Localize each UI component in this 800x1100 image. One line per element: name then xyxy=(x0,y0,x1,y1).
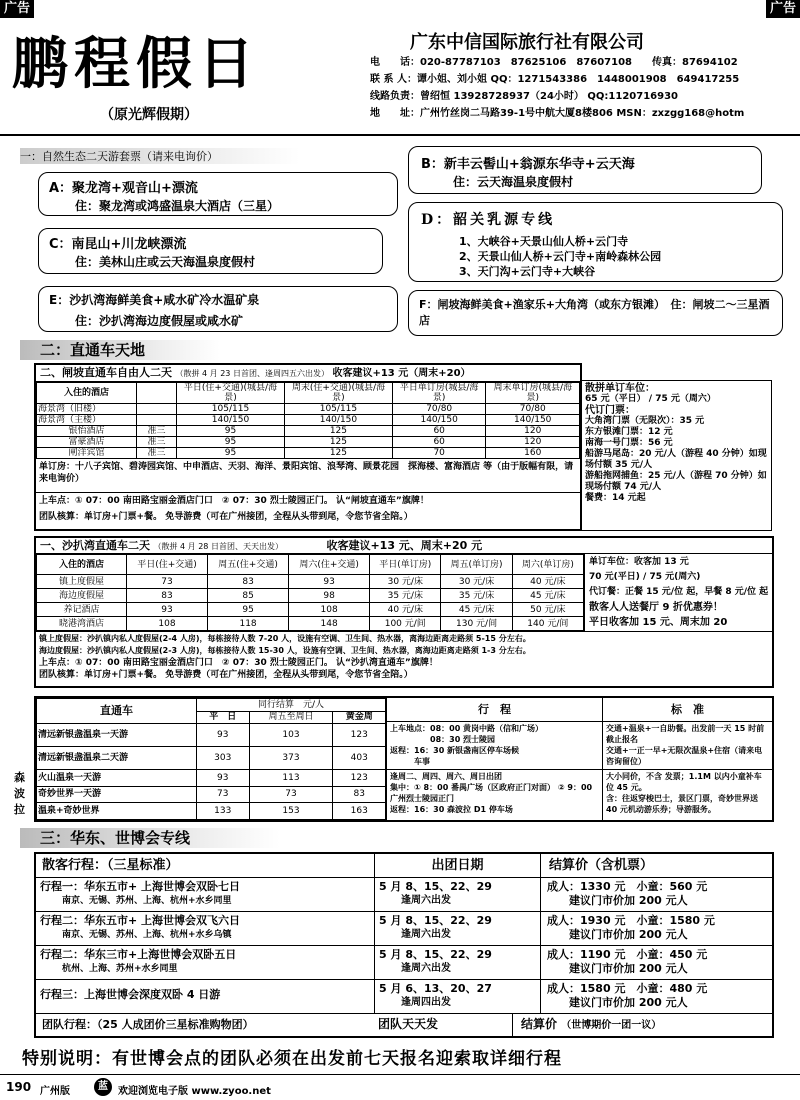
table-cell: 140/150 xyxy=(284,415,392,426)
text-block xyxy=(37,383,580,404)
text-block: 5 月 8、15、22、29 xyxy=(379,914,492,927)
text-block: 东方银滩门票：12 元 xyxy=(585,427,673,437)
table-cell: 93 xyxy=(289,575,370,589)
team-itinerary: 团队行程：（25 人成团价三星标准购物团） xyxy=(42,1018,254,1031)
text-block xyxy=(374,878,540,911)
table-cell xyxy=(137,415,177,426)
text-block xyxy=(36,554,772,631)
table-row xyxy=(37,415,580,426)
table-cell: 123 xyxy=(333,724,386,747)
table-cell: 银怡酒店 xyxy=(37,426,137,437)
table-row xyxy=(36,980,772,1014)
text-block: 单订车位：收客加 13 元 xyxy=(589,557,689,567)
text-block: 成人：1190 元 小童：450 元 xyxy=(547,948,708,961)
table-cell: 73 xyxy=(197,786,250,803)
table-cell: 108 xyxy=(127,617,208,631)
table-row xyxy=(37,437,580,448)
text-block xyxy=(603,722,772,770)
text-block: 返程：16：30 新银盏南区停车场候 xyxy=(390,746,520,755)
table-cell: 70/80 xyxy=(392,404,486,415)
package-b xyxy=(408,146,762,194)
table-row xyxy=(37,786,386,803)
page-number: 190 xyxy=(6,1080,32,1094)
text-block: 交通+温泉+一自助餐。出发前一天 15 时前截止报名 xyxy=(606,724,765,744)
table-row xyxy=(36,912,772,946)
text-block xyxy=(36,365,580,382)
package-a xyxy=(38,172,398,216)
package-e-route: E：沙扒湾海鲜美食+咸水矿冷水温矿泉 xyxy=(49,293,260,307)
text-block: 逢周二、周四、周六、周日出团 xyxy=(390,772,502,781)
col-header: 周末单订房(城县/海景) xyxy=(486,383,580,404)
table-cell: 60 xyxy=(392,437,486,448)
col-header: 出团日期 xyxy=(374,854,540,877)
team-price-label: 结算价 xyxy=(521,1017,558,1031)
package-c xyxy=(38,228,383,274)
text-block: 65 元（平日） / 75 元（周六） xyxy=(585,394,716,404)
text-block: 08：30 烈士陵园 xyxy=(390,735,496,744)
table-cell: 133 xyxy=(197,803,250,820)
text-block xyxy=(36,878,374,911)
package-f-text: F：闸坡海鲜美食+渔家乐+大角湾（或东方银滩） 住：闸坡二～三星酒店 xyxy=(419,298,770,327)
package-b-route: B：新丰云髻山+翁源东华寺+云天海 xyxy=(421,157,635,172)
table-cell: 平日(单订房) xyxy=(370,555,441,575)
text-block xyxy=(36,854,772,878)
text-block: 平日收客加 15 元、周末加 20 xyxy=(589,617,728,628)
text-block: 行程三：上海世博会深度双卧 4 日游 xyxy=(40,988,221,1001)
package-d-route: 2、天景山仙人桥+云门寺+南岭森林公园 xyxy=(459,250,662,263)
table-cell: 108 xyxy=(289,603,370,617)
zhapo-price-grid xyxy=(36,382,580,459)
text-block: 杭州、上海、苏州+水乡同里 xyxy=(62,964,178,974)
col-header: 结算价（含机票） xyxy=(540,854,772,877)
table-cell: 83 xyxy=(333,786,386,803)
table-row xyxy=(37,603,584,617)
table-cell: 养记酒店 xyxy=(37,603,127,617)
table-cell: 奇妙世界一天游 xyxy=(37,786,197,803)
table-cell: 清远新银盏温泉一天游 xyxy=(37,724,197,747)
table-row xyxy=(37,617,584,631)
text-block: 大小同价，不含 发票；1.1M 以内小童补车位 45 元。 xyxy=(606,772,762,792)
text-block: 含：往返穿梭巴士，景区门票，奇妙世界送 40 元机动游乐券；导游服务。 xyxy=(606,794,758,814)
text-block xyxy=(540,912,772,945)
contact-line: 地 址：广州竹丝岗二马路39-1号中航大厦8楼806 MSN：zxzgg168@hotm xyxy=(370,108,745,119)
zhapo-team: 团队核算：单订房+门票+餐。 免导游费（可在广州接团，全程从头带到尾，令您节省全陪。） xyxy=(39,512,413,522)
text-block xyxy=(387,770,602,816)
zhapo-hotels: 单订房：十八子宾馆、碧涛园宾馆、中申酒店、天羽、海洋、景阳宾馆、浪琴湾、顾景花园 探海楼、富海酒店 等（由于版幅有限，请来电询价） xyxy=(36,459,580,493)
table-cell: 35 元/床 xyxy=(441,589,512,603)
text-block xyxy=(374,980,540,1013)
table-cell: 平日(住+交通) xyxy=(127,555,208,575)
col-header: 入住的酒店 xyxy=(37,383,137,404)
table-cell: 周六(单订房) xyxy=(512,555,583,575)
table-cell: 73 xyxy=(249,786,333,803)
table-cell: 镇上度假屋 xyxy=(37,575,127,589)
table-cell: 105/115 xyxy=(284,404,392,415)
table-row xyxy=(37,724,386,747)
table-cell: 123 xyxy=(333,769,386,786)
table-cell: 120 xyxy=(486,437,580,448)
hotspring-table xyxy=(34,696,774,822)
table-cell: 准三 xyxy=(137,426,177,437)
sec1-title: 一：自然生态二天游套票（请来电询价） xyxy=(20,148,300,164)
table-cell: 140/150 xyxy=(486,415,580,426)
former-name: （原光辉假期） xyxy=(100,107,198,123)
table-row xyxy=(37,404,580,415)
text-block: 南京、无锡、苏州、上海、杭州+水乡同里 xyxy=(62,896,232,906)
table-cell: 黄金周 xyxy=(333,711,386,724)
text-block: 70 元(平日) / 75 元(周六) xyxy=(589,572,701,582)
contact-line: 电 话：020-87787103 87625106 87607108 传真：87694102 xyxy=(370,57,738,68)
text-block: 5 月 8、15、22、29 xyxy=(379,948,492,961)
text-block: 5 月 6、13、20、27 xyxy=(379,982,492,995)
table-cell: 93 xyxy=(127,603,208,617)
contact-block xyxy=(370,54,800,122)
table-cell: 闸洋宾馆 xyxy=(37,448,137,459)
edition-badge: 蓝 xyxy=(94,1078,112,1096)
table-cell: 125 xyxy=(284,448,392,459)
table-cell: 148 xyxy=(289,617,370,631)
table-cell: 95 xyxy=(177,448,285,459)
package-d-route: 1、大峡谷+天景山仙人桥+云门寺 xyxy=(459,235,629,248)
table-cell: 周五(住+交通) xyxy=(208,555,289,575)
hotspring-price-grid xyxy=(36,698,386,820)
footer-divider xyxy=(0,1074,800,1075)
sec3-title: 三：华东、世博会专线 xyxy=(20,828,280,848)
text-block xyxy=(603,770,772,816)
table-cell: 105/115 xyxy=(177,404,285,415)
table-cell: 入住的酒店 xyxy=(37,555,127,575)
package-a-route: A：聚龙湾+观音山+漂流 xyxy=(49,181,198,196)
table-cell: 平 日 xyxy=(197,711,250,724)
table-cell: 30 元/床 xyxy=(441,575,512,589)
table-row xyxy=(37,746,386,769)
table-cell: 周五(单订房) xyxy=(441,555,512,575)
text-block xyxy=(36,1014,772,1036)
table-cell: 60 xyxy=(392,426,486,437)
package-f xyxy=(408,290,783,336)
huadong-table xyxy=(34,852,774,1038)
text-block: 车事 xyxy=(390,757,430,766)
hotspring-standard xyxy=(602,698,772,820)
table-cell: 周六(住+交通) xyxy=(289,555,370,575)
text-block: 上车地点：08：00 黄岗中路（信和广场） xyxy=(390,724,544,733)
table-cell: 163 xyxy=(333,803,386,820)
zhapo-side-panel xyxy=(582,380,772,531)
text-block: 行程二：华东五市+ 上海世博会双飞六日 xyxy=(40,914,241,927)
col-header xyxy=(137,383,177,404)
text-block: 逢周六出发 xyxy=(401,895,451,906)
table-cell: 周五至周日 xyxy=(249,711,333,724)
text-block: 5 月 8、15、22、29 xyxy=(379,880,492,893)
text-block: 上车点：① 07：00 南田路宝丽金酒店门口 ② 07：30 烈士陵园正门。 认“沙扒湾直通车”旗牌！ xyxy=(39,658,438,668)
table-cell: 83 xyxy=(208,575,289,589)
edition-label: 广州版 xyxy=(40,1086,70,1097)
shaba-price-grid xyxy=(36,554,584,631)
text-block xyxy=(387,722,602,770)
zhapo-title: 二、闸坡直通车自由人二天 xyxy=(40,366,172,379)
table-cell: 140 元/间 xyxy=(512,617,583,631)
website-text[interactable]: 欢迎浏览电子版 www.zyoo.net xyxy=(118,1086,271,1097)
shaba-side-panel xyxy=(584,554,772,631)
table-cell: 清远新银盏温泉二天游 xyxy=(37,746,197,769)
text-block: 镇上度假屋：沙扒镇内私人度假屋(2-4 人房)，每栋接待人数 7-20 人，设施有空调、卫生间、热水器，离海边距离走路须 5-15 分左右。 xyxy=(39,634,531,643)
table-cell xyxy=(137,404,177,415)
text-block: 建议门市价加 200 元人 xyxy=(569,962,688,975)
table-row xyxy=(37,426,580,437)
text-block: 逢周六出发 xyxy=(401,963,451,974)
text-block: 代订餐：正餐 15 元/位 起，早餐 8 元/位 起 xyxy=(589,587,769,597)
zhapo-note: （散拼 4 月 23 日首团、逢周四五六出发） xyxy=(175,369,329,378)
table-cell: 93 xyxy=(197,724,250,747)
table-cell: 73 xyxy=(127,575,208,589)
text-block: 交通+一正一早+无限次温泉+住宿（请来电咨询留位） xyxy=(606,746,763,766)
text-block: 散拼单订车位： xyxy=(585,383,655,394)
table-row xyxy=(36,946,772,980)
table-cell: 103 xyxy=(249,724,333,747)
table-cell: 准三 xyxy=(137,437,177,448)
table-cell: 130 元/间 xyxy=(441,617,512,631)
shaba-note: （散拼 4 月 28 日首团、天天出发） xyxy=(153,542,283,551)
text-block: 集中：① 8：00 番禺广场（区政府正门对面） ② 9：00 广州烈士陵园正门 xyxy=(390,783,593,803)
contact-line: 线路负责：曾绍恒 13928728937（24小时） QQ:1120716930 xyxy=(370,91,678,102)
team-price-note: （世博期价一团一议） xyxy=(561,1020,662,1031)
package-e-hotel: 住：沙扒湾海边度假屋或咸水矿 xyxy=(75,314,244,328)
text-block: 餐费：14 元起 xyxy=(585,493,646,503)
text-block: 逢周四出发 xyxy=(401,997,451,1008)
table-cell: 70 xyxy=(392,448,486,459)
table-row xyxy=(37,803,386,820)
table-cell: 153 xyxy=(249,803,333,820)
table-cell: 160 xyxy=(486,448,580,459)
special-note: 特别说明：有世博会点的团队必须在出发前七天报名迎索取详细行程 xyxy=(22,1049,562,1069)
text-block: 行程一：华东五市+ 上海世博会双卧七日 xyxy=(40,880,241,893)
package-e xyxy=(38,286,398,332)
table-cell: 93 xyxy=(197,769,250,786)
text-block xyxy=(540,980,772,1013)
shaba-title: 一、沙扒湾直通车二天 xyxy=(40,539,150,552)
package-d xyxy=(408,202,783,282)
table-cell: 45 元/床 xyxy=(441,603,512,617)
col-header: 平日单订房(城县/海景) xyxy=(392,383,486,404)
text-block: 船游马尾岛：20 元/人（游程 40 分钟）如现场付额 35 元/人 xyxy=(585,449,767,470)
text-block: 逢周六出发 xyxy=(401,929,451,940)
table-cell: 海景湾（旧楼） xyxy=(37,404,137,415)
col-header: 周末(住+交通)(城县/海景) xyxy=(284,383,392,404)
text-block xyxy=(374,946,540,979)
text-block xyxy=(540,946,772,979)
package-c-hotel: 住：美林山庄或云天海温泉度假村 xyxy=(75,255,256,269)
table-cell: 温泉+奇妙世界 xyxy=(37,803,197,820)
text-block xyxy=(36,980,374,1013)
text-block: 南京、无锡、苏州、上海、杭州+水乡乌镇 xyxy=(62,930,232,940)
table-cell: 准三 xyxy=(137,448,177,459)
text-block: 代订门票： xyxy=(585,405,635,416)
text-block xyxy=(512,1014,772,1036)
text-block xyxy=(36,912,374,945)
table-cell: 富豪酒店 xyxy=(37,437,137,448)
text-block: 建议门市价加 200 元人 xyxy=(569,894,688,907)
shaba-price-note: 收客建议+13 元、周末+20 元 xyxy=(326,539,483,552)
brand-logo: 鹏程假日 xyxy=(12,31,260,97)
text-block: 返程：16：30 森波拉 D1 停车场 xyxy=(390,805,513,814)
package-b-hotel: 住：云天海温泉度假村 xyxy=(453,175,574,189)
package-c-route: C：南昆山+川龙峡漂流 xyxy=(49,237,187,252)
table-cell: 晓港湾酒店 xyxy=(37,617,127,631)
text-block: 散客人人送餐厅 9 折优惠券！ xyxy=(589,602,723,613)
table-cell: 海景湾（主楼） xyxy=(37,415,137,426)
table-row xyxy=(37,769,386,786)
ad-tag-left: 广告 xyxy=(0,0,34,18)
text-block: 团队核算：单订房+门票+餐。 免导游费（可在广州接团，全程从头带到尾，令您节省全陪。） xyxy=(39,670,413,680)
table-cell: 同行结算 元/人 xyxy=(197,699,386,712)
text-block xyxy=(374,912,540,945)
company-name: 广东中信国际旅行社有限公司 xyxy=(410,32,644,53)
col-header: 散客行程：（三星标准） xyxy=(42,858,179,873)
table-cell: 95 xyxy=(177,426,285,437)
text-block: 游船拖网捕鱼：25 元/人（游程 70 分钟）如现场付额 74 元/人 xyxy=(585,471,767,492)
group-label-senbola: 森波拉 xyxy=(14,771,25,816)
text-block: 南海一号门票：56 元 xyxy=(585,438,673,448)
table-cell: 70/80 xyxy=(486,404,580,415)
team-departure: 团队天天发 xyxy=(378,1017,439,1031)
text-block xyxy=(36,538,772,554)
table-cell: 40 元/床 xyxy=(370,603,441,617)
zhapo-pickup: 上车点：① 07：00 南田路宝丽金酒店门口 ② 07：30 烈士陵园正门。 认“闸坡直通车”旗牌！ xyxy=(39,496,429,506)
text-block: 行程二：华东三市+上海世博会双卧五日 xyxy=(40,948,237,961)
table-cell: 140/150 xyxy=(177,415,285,426)
text-block xyxy=(37,555,584,575)
table-cell: 直通车 xyxy=(37,699,197,724)
table-cell: 118 xyxy=(208,617,289,631)
table-cell: 30 元/床 xyxy=(370,575,441,589)
table-cell: 35 元/床 xyxy=(370,589,441,603)
shaba-notes xyxy=(36,631,772,682)
package-a-hotel: 住：聚龙湾或鸿盛温泉大酒店（三星） xyxy=(75,199,280,213)
zhapo-table xyxy=(34,363,582,531)
table-cell: 303 xyxy=(197,746,250,769)
table-row xyxy=(36,878,772,912)
text-block: 成人：1930 元 小童：1580 元 xyxy=(547,914,715,927)
package-d-route: 3、天门沟+云门寺+大峡谷 xyxy=(459,265,596,278)
table-cell: 95 xyxy=(177,437,285,448)
table-cell: 火山温泉一天游 xyxy=(37,769,197,786)
table-cell: 95 xyxy=(208,603,289,617)
text-block: 建议门市价加 200 元人 xyxy=(569,928,688,941)
table-row xyxy=(37,575,584,589)
table-cell: 113 xyxy=(249,769,333,786)
text-block: 行 程 xyxy=(387,698,602,722)
col-header: 平日(住+交通)(城县/海景) xyxy=(177,383,285,404)
text-block: 大角湾门票（无限次）：35 元 xyxy=(585,416,705,426)
table-cell: 125 xyxy=(284,426,392,437)
text-block: 建议门市价加 200 元人 xyxy=(569,996,688,1009)
text-block: 海边度假屋：沙扒镇内私人度假屋(2-3 人房)，每栋接待人数 15-30 人，设施有空调、卫生间、热水器，离海边距离走路须 1-3 分左右。 xyxy=(39,646,531,655)
ad-tag-right: 广告 xyxy=(766,0,800,18)
contact-line: 联 系 人：谭小姐、刘小姐 QQ：1271543386 1448001908 649417255 xyxy=(370,74,740,85)
table-row xyxy=(37,589,584,603)
hotspring-itinerary xyxy=(386,698,602,820)
text-block xyxy=(36,946,374,979)
text-block: 标 准 xyxy=(603,698,772,722)
table-cell: 98 xyxy=(289,589,370,603)
table-cell: 403 xyxy=(333,746,386,769)
text-block xyxy=(540,878,772,911)
table-cell: 125 xyxy=(284,437,392,448)
header-divider xyxy=(0,134,800,136)
table-cell: 140/150 xyxy=(392,415,486,426)
sec2-title: 二：直通车天地 xyxy=(20,340,220,360)
table-row xyxy=(37,448,580,459)
text-block: 成人：1580 元 小童：480 元 xyxy=(547,982,708,995)
text-block: 成人：1330 元 小童：560 元 xyxy=(547,880,708,893)
table-cell: 50 元/床 xyxy=(512,603,583,617)
table-cell: 100 元/间 xyxy=(370,617,441,631)
table-cell: 83 xyxy=(127,589,208,603)
text-block xyxy=(37,699,386,712)
shaba-table xyxy=(34,536,774,688)
package-d-title: D：韶关乳源专线 xyxy=(421,212,556,228)
zhapo-price-note: 收客建议+13 元（周末+20） xyxy=(332,368,471,379)
table-cell: 海边度假屋 xyxy=(37,589,127,603)
table-cell: 45 元/床 xyxy=(512,589,583,603)
table-cell: 40 元/床 xyxy=(512,575,583,589)
table-cell: 85 xyxy=(208,589,289,603)
table-cell: 120 xyxy=(486,426,580,437)
table-cell: 373 xyxy=(249,746,333,769)
